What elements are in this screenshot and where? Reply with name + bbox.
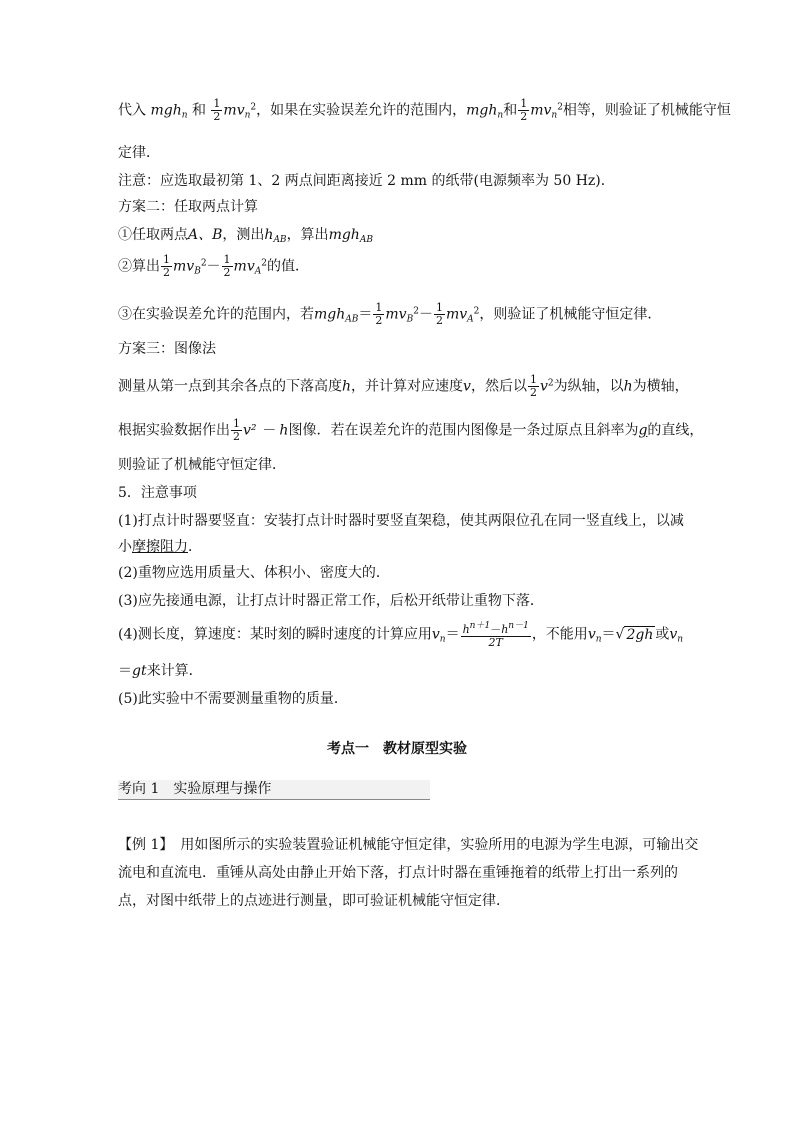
text-line-7: ③在实验误差允许的范围内，若mgh$_{AB}$＝ $\frac{1}{2}$ $mv_B^2-$ $\frac{1}{2}$ $mv_A^2$，则验证了机械能守恒定律．	[118, 301, 662, 327]
text-line-3: 注意：应选取最初第 1、2 两点间距离接近 2 mm 的纸带(电源频率为 50 Hz)．	[118, 173, 615, 189]
fraction-half: $\frac{1}{2}$	[163, 253, 170, 279]
fraction-half: $\frac{1}{2}$	[223, 253, 231, 279]
text-line-4: 方案二：任取两点计算	[118, 199, 258, 215]
text-line-11: 则验证了机械能守恒定律．	[118, 457, 286, 473]
fraction-half: $\frac{1}{2}$	[435, 301, 443, 327]
fraction-half: $\frac{1}{2}$	[233, 417, 240, 443]
text-line-8: 方案三：图像法	[118, 341, 216, 357]
text-line-6: ②算出 $\frac{1}{2}$ $mv_B^2-$ $\frac{1}{2}$ $mv_A^2$的值．	[118, 253, 309, 279]
fraction-half: $\frac{1}{2}$	[529, 373, 537, 399]
text-line-9: 测量从第一点到其余各点的下落高度h，并计算对应速度v，然后以 $\frac{1}{2}$ $v^2$为纵轴，以h为横轴，	[118, 373, 689, 399]
text-line-15: (2)重物应选用质量大、体积小、密度大的．	[118, 565, 390, 581]
text-line-14: 小摩擦阻力．	[118, 539, 202, 555]
example-line-3: 点，对图中纸带上的点迹进行测量，即可验证机械能守恒定律．	[118, 893, 510, 909]
section-title: 考点一 教材原型实验	[327, 741, 467, 757]
text-line-17: (4)测长度，算速度：某时刻的瞬时速度的计算应用$v_n=$ $\frac{h^{n+1}-h^{n-1}}{2T}$ ，不能用$v_n=√$ 2gh 或$v_n$	[118, 621, 684, 649]
text-line-2: 定律．	[118, 145, 160, 161]
text-line-12: 5．注意事项	[118, 485, 197, 501]
text-line-10: 根据实验数据作出 $\frac{1}{2}$ v² － h图像．若在误差允许的范围内图像是一条过原点且斜率为g的直线，	[118, 417, 704, 443]
text-line-13: (1)打点计时器要竖直：安装打点计时器时要竖直架稳，使其两限位孔在同一竖直线上，以减	[118, 513, 684, 529]
fraction-half: $\frac{1}{2}$	[213, 97, 221, 123]
text-line-18: ＝gt来计算．	[118, 663, 203, 679]
text-line-19: (5)此实验中不需要测量重物的质量．	[118, 691, 348, 707]
fraction-half: $\frac{1}{2}$	[375, 301, 383, 327]
section-subtitle: 考向 1 实验原理与操作	[118, 780, 430, 800]
fraction-half: $\frac{1}{2}$	[520, 97, 528, 123]
text-line-16: (3)应先接通电源，让打点计时器正常工作，后松开纸带让重物下落．	[118, 593, 544, 609]
example-line-2: 流电和直流电．重锤从高处由静止开始下落，打点计时器在重锤拖着的纸带上打出一系列的	[118, 865, 678, 881]
text-line-5: ①任取两点A、B，测出$h_{AB}$，算出mgh$_{AB}$	[118, 227, 373, 245]
text-line-1: 代入 mgh$_n$ 和 $\frac{1}{2}$ $mv_n^2$，如果在实验误差允许的范围内，mgh$_n$和 $\frac{1}{2}$ $mv_n^2$相等，则验证了机械能守恒	[118, 97, 731, 123]
fraction-velocity: $\frac{h^{n+1}-h^{n-1}}{2T}$	[462, 621, 529, 649]
example-line-1: 【例 1】 用如图所示的实验装置验证机械能守恒定律，实验所用的电源为学生电源，可输出交	[118, 837, 699, 853]
